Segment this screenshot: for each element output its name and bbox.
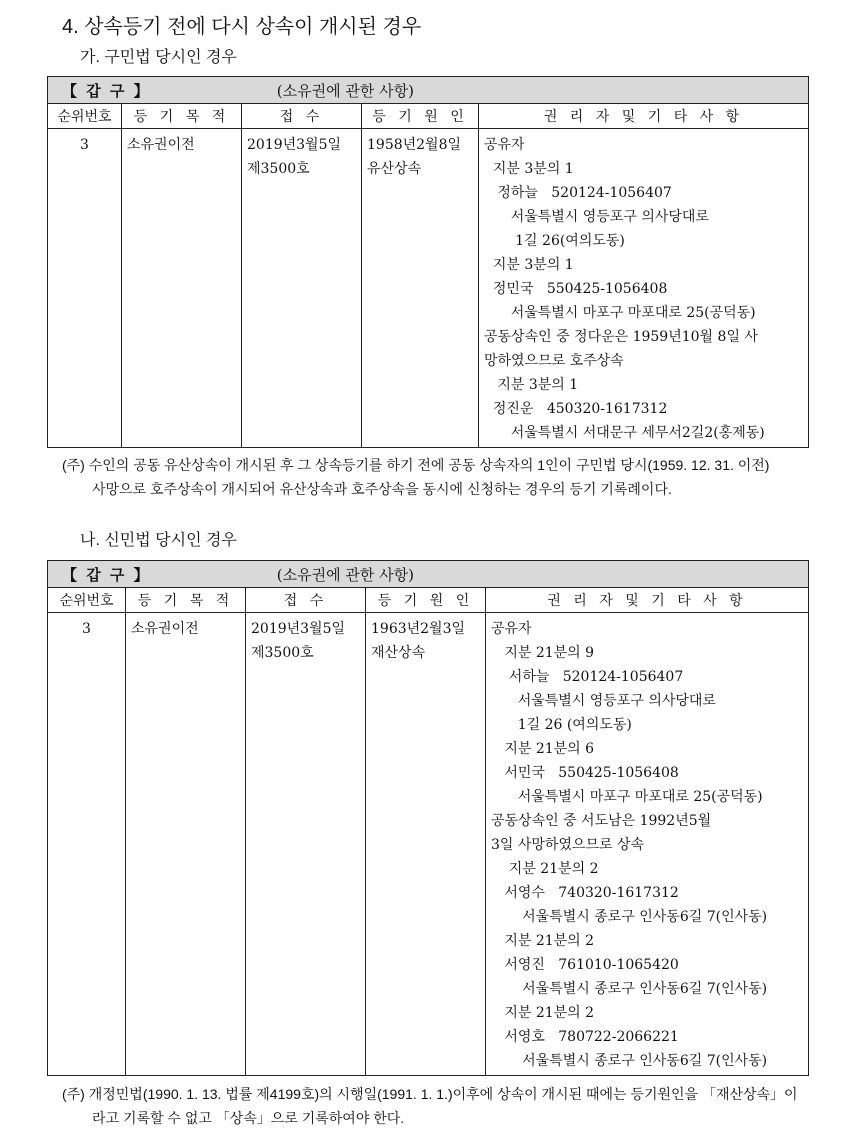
detail-line: 서울특별시 종로구 인사동6길 7(인사동) xyxy=(491,1053,768,1069)
rank-cell xyxy=(48,129,122,448)
detail-line: 지분 21분의 2 xyxy=(491,861,599,877)
table-row xyxy=(48,613,809,1076)
receipt-cell xyxy=(242,129,362,448)
note-b xyxy=(62,1082,798,1130)
detail-line: 1길 26 (여의도동) xyxy=(491,717,632,733)
detail-line: 지분 3분의 1 xyxy=(484,377,579,393)
caption-desc: (소유권에 관한 사항) xyxy=(276,81,414,100)
caption-desc: (소유권에 관한 사항) xyxy=(276,565,414,584)
header-purpose: 등 기 목 적 xyxy=(126,588,246,613)
caption-name: 【 갑 구 】 xyxy=(62,81,151,100)
details-cell xyxy=(486,613,809,1076)
header-row xyxy=(48,104,809,129)
detail-line: 공유자 xyxy=(484,137,525,153)
detail-line: 지분 21분의 2 xyxy=(491,1005,595,1021)
detail-line: 서영호 780722-2066221 xyxy=(491,1029,679,1045)
cause-cell xyxy=(362,129,479,448)
detail-line: 서울특별시 마포구 마포대로 25(공덕동) xyxy=(491,789,763,805)
detail-line: 공유자 xyxy=(491,621,532,637)
caption-name: 【 갑 구 】 xyxy=(62,565,151,584)
note-a-line2: 사망으로 호주상속이 개시되어 유산상속과 호주상속을 동시에 신청하는 경우의 등기 기록례이다. xyxy=(92,481,672,497)
purpose-cell xyxy=(126,613,246,1076)
cause-date: 1958년2월8일 xyxy=(367,137,462,153)
register-table-b xyxy=(47,560,809,1076)
detail-line: 서울특별시 마포구 마포대로 25(공덕동) xyxy=(484,305,756,321)
table-row xyxy=(48,129,809,448)
detail-line: 지분 21분의 9 xyxy=(491,645,595,661)
detail-line: 정민국 550425-1056408 xyxy=(484,281,668,297)
detail-line: 망하였으므로 호주상속 xyxy=(484,353,624,369)
detail-line: 공동상속인 중 서도남은 1992년5월 xyxy=(491,813,712,829)
rank-cell xyxy=(48,613,126,1076)
detail-line: 서민국 550425-1056408 xyxy=(491,765,679,781)
detail-line: 서울특별시 종로구 인사동6길 7(인사동) xyxy=(491,909,768,925)
detail-line: 서울특별시 서대문구 세무서2길2(홍제동) xyxy=(484,425,765,441)
receipt-cell xyxy=(246,613,366,1076)
note-a xyxy=(62,453,769,501)
header-cause: 등 기 원 인 xyxy=(362,104,479,129)
detail-line: 서영진 761010-1065420 xyxy=(491,957,679,973)
cause-type: 유산상속 xyxy=(367,161,422,177)
receipt-number: 제3500호 xyxy=(251,645,314,661)
detail-line: 서울특별시 영등포구 의사당대로 xyxy=(484,209,709,225)
details-cell xyxy=(479,129,809,448)
cause-type: 재산상속 xyxy=(371,645,426,661)
register-table-a xyxy=(47,76,809,448)
note-b-line1: (주) 개정민법(1990. 1. 13. 법률 제4199호)의 시행일(1991. 1. 1.)이후에 상속이 개시된 때에는 등기원인을 「재산상속」이 xyxy=(62,1086,798,1102)
cause-date: 1963년2월3일 xyxy=(371,621,466,637)
detail-line: 정진운 450320-1617312 xyxy=(484,401,668,417)
detail-line: 서울특별시 영등포구 의사당대로 xyxy=(491,693,716,709)
header-row xyxy=(48,588,809,613)
purpose-value: 소유권이전 xyxy=(131,621,199,637)
detail-line: 지분 3분의 1 xyxy=(484,161,574,177)
detail-line: 3일 사망하였으므로 상속 xyxy=(491,837,645,853)
detail-line: 정하늘 520124-1056407 xyxy=(484,185,672,201)
purpose-cell xyxy=(122,129,242,448)
receipt-date: 2019년3월5일 xyxy=(251,621,346,637)
table-caption xyxy=(48,561,809,588)
note-b-line2: 라고 기록할 수 없고 「상속」으로 기록하여야 한다. xyxy=(92,1110,405,1126)
table-caption xyxy=(48,77,809,104)
detail-line: 서영수 740320-1617312 xyxy=(491,885,679,901)
rank-value: 3 xyxy=(82,621,91,637)
detail-line: 지분 21분의 2 xyxy=(491,933,595,949)
header-details: 권 리 자 및 기 타 사 항 xyxy=(486,588,809,613)
section-title: 4. 상속등기 전에 다시 상속이 개시된 경우 xyxy=(62,16,422,38)
cause-cell xyxy=(366,613,486,1076)
purpose-value: 소유권이전 xyxy=(127,137,195,153)
part-a-title: 가. 구민법 당시인 경우 xyxy=(80,49,237,66)
detail-line: 지분 21분의 6 xyxy=(491,741,595,757)
detail-line: 공동상속인 중 정다운은 1959년10월 8일 사 xyxy=(484,329,758,345)
note-a-line1: (주) 수인의 공동 유산상속이 개시된 후 그 상속등기를 하기 전에 공동 상속자의 1인이 구민법 당시(1959. 12. 31. 이전) xyxy=(62,457,770,473)
receipt-date: 2019년3월5일 xyxy=(247,137,342,153)
header-rank: 순위번호 xyxy=(48,588,126,613)
detail-line: 1길 26(여의도동) xyxy=(484,233,625,249)
receipt-number: 제3500호 xyxy=(247,161,310,177)
detail-line: 지분 3분의 1 xyxy=(484,257,574,273)
header-details: 권 리 자 및 기 타 사 항 xyxy=(479,104,809,129)
header-receipt: 접 수 xyxy=(246,588,366,613)
rank-value: 3 xyxy=(80,137,89,153)
header-rank: 순위번호 xyxy=(48,104,122,129)
detail-line: 서하늘 520124-1056407 xyxy=(491,669,684,685)
part-b-title: 나. 신민법 당시인 경우 xyxy=(80,532,237,549)
detail-line: 서울특별시 종로구 인사동6길 7(인사동) xyxy=(491,981,768,997)
header-purpose: 등 기 목 적 xyxy=(122,104,242,129)
header-cause: 등 기 원 인 xyxy=(366,588,486,613)
header-receipt: 접 수 xyxy=(242,104,362,129)
